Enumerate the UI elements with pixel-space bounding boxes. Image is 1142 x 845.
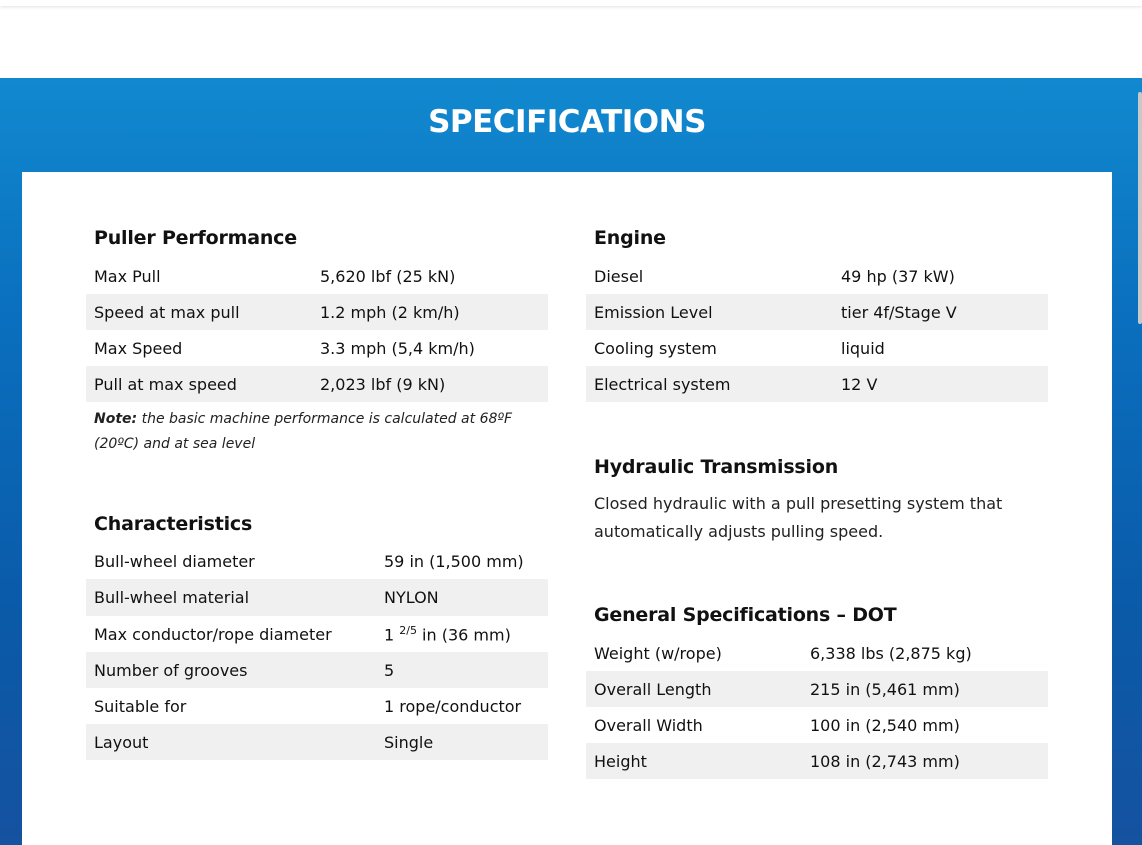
- spec-value: 215 in (5,461 mm): [802, 671, 1048, 707]
- table-row: [586, 635, 1048, 671]
- general-specifications-heading: General Specifications – DOT: [594, 604, 897, 626]
- spec-label: Electrical system: [586, 366, 833, 402]
- spec-value: 59 in (1,500 mm): [384, 551, 524, 571]
- general-specifications-table: [586, 635, 1048, 779]
- table-row: [86, 616, 548, 652]
- table-row: [586, 258, 1048, 294]
- spec-label: Height: [586, 743, 802, 779]
- spec-label: Overall Length: [586, 671, 802, 707]
- puller-performance-heading: Puller Performance: [94, 227, 297, 249]
- spec-label: Max Pull: [94, 266, 161, 286]
- spec-label: Suitable for: [94, 696, 187, 716]
- table-row: [586, 294, 1048, 330]
- value-fraction: 2/5: [399, 623, 417, 637]
- spec-label: Max Speed: [94, 338, 183, 358]
- spec-label: Overall Width: [594, 715, 703, 735]
- table-row: [586, 330, 1048, 366]
- spec-value: 5,620 lbf (25 kN): [320, 266, 456, 286]
- puller-performance-table: [86, 258, 548, 402]
- spec-label: Speed at max pull: [86, 294, 312, 330]
- spec-label: Bull-wheel diameter: [94, 551, 255, 571]
- table-row: [86, 258, 548, 294]
- characteristics-table: [86, 543, 548, 760]
- table-row: [586, 743, 1048, 779]
- table-row: [86, 543, 548, 579]
- top-nav-bar: [0, 0, 1142, 6]
- table-row: [86, 652, 548, 688]
- table-row: [86, 330, 548, 366]
- section-title: SPECIFICATIONS: [428, 104, 706, 140]
- spec-label: Max conductor/rope diameter: [94, 624, 332, 644]
- spec-label: Number of grooves: [86, 652, 376, 688]
- table-row: [586, 671, 1048, 707]
- spec-value: 2,023 lbf (9 kN): [312, 366, 548, 402]
- spec-label: Emission Level: [586, 294, 833, 330]
- note-text: the basic machine performance is calculated at 68ºF (20ºC) and at sea level: [94, 411, 513, 452]
- spec-value: 12 V: [833, 366, 1048, 402]
- spec-value: 1 rope/conductor: [384, 696, 522, 716]
- note-label: Note:: [94, 411, 138, 427]
- hydraulic-transmission-heading: Hydraulic Transmission: [594, 456, 839, 478]
- scrollbar-thumb[interactable]: [1138, 92, 1142, 324]
- spec-label: Weight (w/rope): [594, 643, 722, 663]
- spec-value: 5: [376, 652, 548, 688]
- table-row: [86, 294, 548, 330]
- spec-label: Diesel: [594, 266, 644, 286]
- spec-label: Pull at max speed: [86, 366, 312, 402]
- spec-value: 100 in (2,540 mm): [810, 715, 960, 735]
- table-row: [586, 707, 1048, 743]
- spec-label: Layout: [86, 724, 376, 760]
- spec-label: Bull-wheel material: [86, 579, 376, 616]
- characteristics-heading: Characteristics: [94, 513, 253, 535]
- spec-label: Cooling system: [594, 338, 717, 358]
- spec-value: liquid: [841, 338, 885, 358]
- hydraulic-transmission-text: Closed hydraulic with a pull presetting system that automatically adjusts pulling speed.: [594, 494, 1003, 541]
- spec-value: Single: [376, 724, 548, 760]
- table-row: [86, 724, 548, 760]
- spec-value: tier 4f/Stage V: [833, 294, 1048, 330]
- spec-value: 6,338 lbs (2,875 kg): [810, 643, 972, 663]
- spec-value: 49 hp (37 kW): [841, 266, 955, 286]
- table-row: [586, 366, 1048, 402]
- spec-value: 108 in (2,743 mm): [802, 743, 1048, 779]
- table-row: [86, 366, 548, 402]
- table-row: [86, 579, 548, 616]
- table-row: [86, 688, 548, 724]
- value-rest: in (36 mm): [416, 625, 511, 645]
- engine-heading: Engine: [594, 227, 666, 249]
- value-whole: 1: [384, 625, 400, 645]
- spec-value: 1.2 mph (2 km/h): [312, 294, 548, 330]
- spec-value: 3.3 mph (5,4 km/h): [320, 338, 475, 358]
- performance-note: [94, 407, 534, 457]
- engine-table: [586, 258, 1048, 402]
- spec-value: [376, 616, 548, 652]
- spec-value: NYLON: [376, 579, 548, 616]
